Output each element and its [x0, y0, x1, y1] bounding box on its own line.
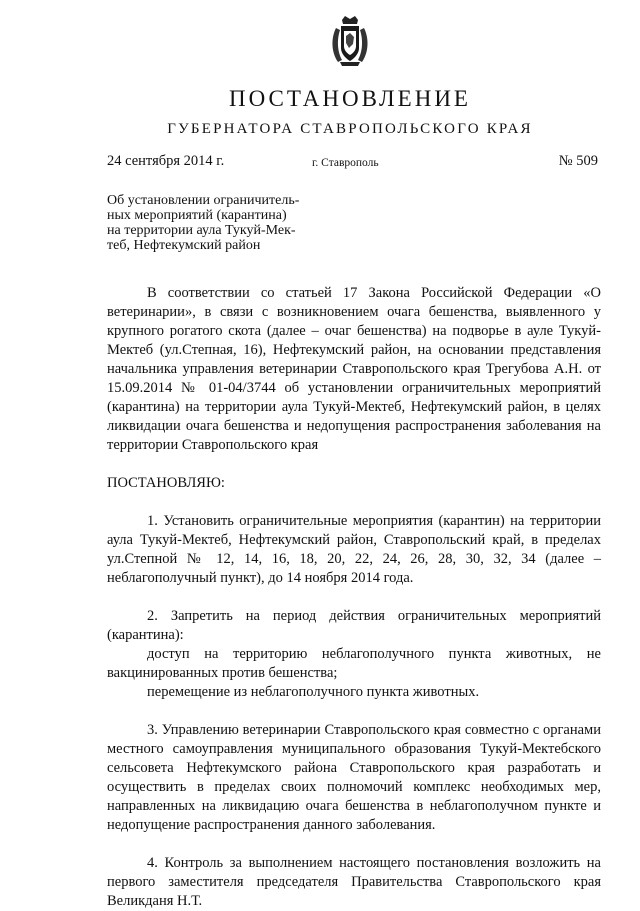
issuer-title: ГУБЕРНАТОРА СТАВРОПОЛЬСКОГО КРАЯ — [167, 121, 533, 137]
item-2-subitem: перемещение из неблагополучного пункта животных. — [147, 684, 480, 700]
document-number: № 509 — [558, 153, 598, 169]
decree-heading: ПОСТАНОВЛЯЮ: — [107, 475, 225, 491]
subject-line: Об установлении ограничитель- — [107, 193, 300, 208]
document-date: 24 сентября 2014 г. — [107, 153, 225, 169]
stavropol-coat-of-arms-icon — [328, 14, 372, 70]
document-city: г. Ставрополь — [312, 157, 379, 169]
preamble-paragraph: В соответствии со статьей 17 Закона Российской Федерации «О ветеринарии», в связи с возникновением очага бешенства, выявленного у крупного рогатого скота (далее – очаг бешенства) на подворье в ауле Тукуй-Мектеб (ул.Степная, 16), Нефтекумский район, на основании представления начальника управления ветеринарии Ставропольского края Трегубова А.Н. от 15.09.2014 № 01-04/3744 об установлении ограничительных мероприятий (карантина) на территории аула Тукуй-Мектеб, Нефтекумский район, в целях ликвидации очага бешенства и недопущения распространения заболевания на территории Ставропольского края — [107, 285, 601, 453]
item-3: 3. Управлению ветеринарии Ставропольского края совместно с органами местного самоуправления муниципального образования Тукуй-Мектебского сельсовета Нефтекумского района Ставропольского края разработать и осуществить в пределах своих полномочий комплекс необходимых мер, направленных на ликвидацию очага бешенства в неблагополучном пункте и недопущение распространения данного заболевания. — [107, 722, 601, 833]
document-body — [107, 284, 601, 911]
item-1: 1. Установить ограничительные мероприятия (карантин) на территории аула Тукуй-Мектеб, Нефтекумский район, Ставропольский край, в пределах ул.Степной № 12, 14, 16, 18, 20, 22, 24, 26, 28, 30, 32, 34 (далее – неблагополучный пункт), до 14 ноября 2014 года. — [107, 513, 601, 586]
document-title: ПОСТАНОВЛЕНИЕ — [229, 86, 471, 111]
subject-line: ных мероприятий (карантина) — [107, 208, 287, 223]
item-4: 4. Контроль за выполнением настоящего постановления возложить на первого заместителя председателя Правительства Ставропольского края Великданя Н.Т. — [107, 855, 601, 909]
document-subject — [107, 193, 347, 253]
item-2-subitem: доступ на территорию неблагополучного пункта животных, не вакцинированных против бешенства; — [107, 646, 601, 681]
subject-line: на территории аула Тукуй-Мек- — [107, 223, 296, 238]
subject-line: теб, Нефтекумский район — [107, 238, 261, 253]
item-2: 2. Запретить на период действия ограничительных мероприятий (карантина): — [107, 608, 601, 643]
